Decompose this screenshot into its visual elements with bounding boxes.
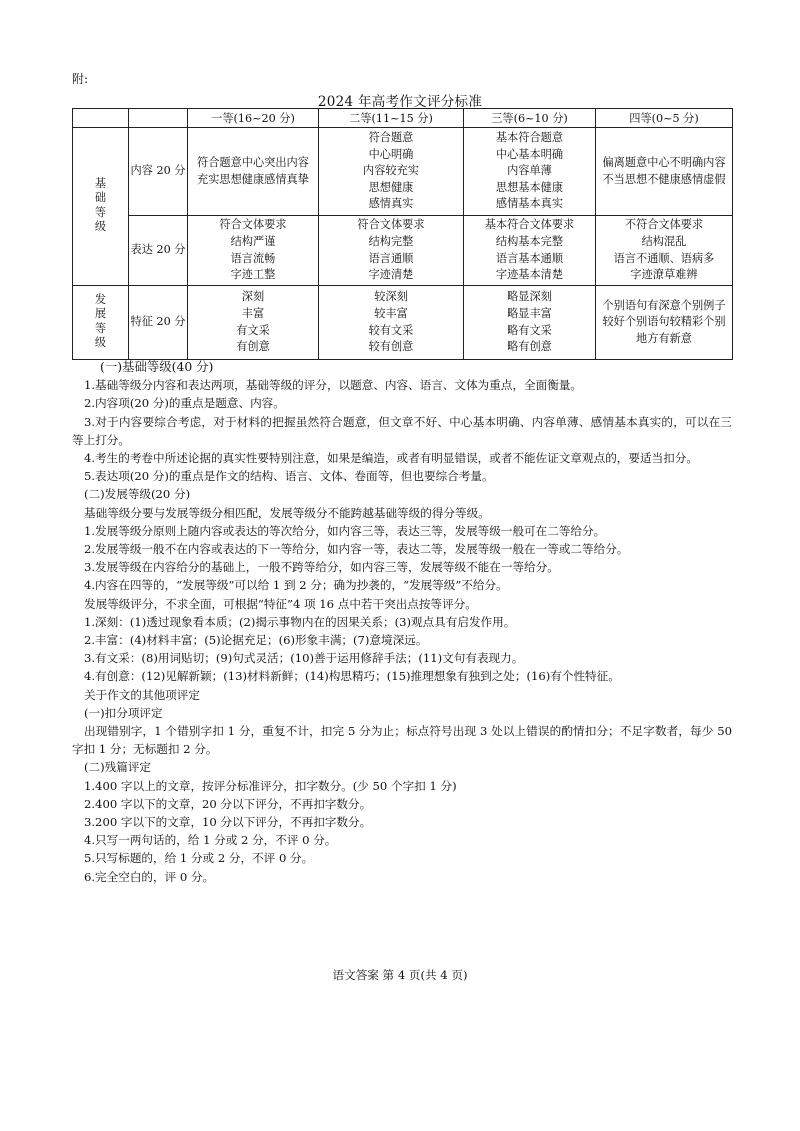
cell-line: 符合文体要求 [357, 218, 425, 232]
table-cell [464, 216, 596, 286]
cell-line: 语言流畅 [230, 251, 276, 265]
paragraph: 6.完全空白的，评 0 分。 [84, 869, 215, 884]
cell-line: 结构基本完整 [495, 234, 564, 248]
table-cell [464, 286, 596, 360]
cell-line: 较丰富 [374, 306, 408, 320]
cell-line: 感情真实 [368, 197, 414, 211]
appendix-label: 附: [72, 72, 89, 86]
cell-line: 字迹清楚 [368, 268, 414, 282]
cell-line: 充实思想健康感情真挚 [197, 172, 309, 186]
cell-line: 不符合文体要求 [624, 218, 704, 232]
scoring-notes [72, 358, 732, 886]
paragraph: 4.考生的考卷中所述论据的真实性要特别注意，如果是编造，或者有明显错误，或者不能佐证文章观点的，要适当扣分。 [84, 451, 698, 466]
cell-line: 符合题意中心突出内容 [197, 155, 309, 169]
paragraph: 发展等级评分，不求全面，可根据“特征”4 项 16 点中若干突出点按等评分。 [84, 596, 477, 611]
table-cell [188, 216, 319, 286]
cell-line: 略显深刻 [507, 290, 552, 304]
paragraph: 1.深刻：(1)透过现象看本质；(2)揭示事物内在的因果关系；(3)观点具有启发作用。 [84, 614, 516, 629]
cell-line: 符合文体要求 [219, 218, 287, 232]
paragraph: (二)残篇评定 [84, 760, 152, 775]
table-cell [596, 216, 733, 286]
group-dev-cell [73, 286, 129, 360]
page-title: 2024 年高考作文评分标准 [317, 94, 483, 110]
table-row [73, 286, 733, 360]
table-row [73, 128, 733, 216]
section-heading: (一)基础等级(40 分) [100, 359, 214, 374]
paragraph: 出现错别字，1 个错别字扣 1 分，重复不计，扣完 5 分为止；标点符号出现 3 处以上错误的酌情扣分；不足字数者，每少 50 字扣 1 分；无标题扣 2 分。 [72, 724, 732, 757]
cell-line: 略有文采 [507, 323, 552, 337]
cell-line: 个别语句有深意个别例子 [602, 298, 726, 312]
cell-line: 略有创意 [507, 340, 552, 354]
group-basic-cell [73, 128, 129, 286]
cell-line: 语言基本通顺 [495, 251, 564, 265]
header-grade-1: 一等(16~20 分) [188, 109, 319, 128]
paragraph: 1.400 字以上的文章，按评分标准评分，扣字数分。(少 50 个字扣 1 分) [84, 778, 457, 793]
table-cell [464, 128, 596, 216]
paragraph: 3.有文采：(8)用词贴切；(9)句式灵活；(10)善于运用修辞手法；(11)文句有表现力。 [84, 651, 524, 666]
cell-line: 有创意 [236, 340, 270, 354]
table-cell [319, 286, 464, 360]
paragraph: 3.对于内容要综合考虑，对于材料的把握虽然符合题意，但文章不好、中心基本明确、内容单薄、感情基本真实的，可以在三等上打分。 [72, 414, 732, 447]
cell-line: 内容单薄 [507, 164, 552, 178]
table-cell [188, 286, 319, 360]
cell-line: 语言通顺 [368, 251, 414, 265]
group-dev-label: 发展等级 [94, 292, 107, 350]
row-label: 特征 20 分 [129, 286, 188, 360]
cell-line: 深刻 [241, 290, 265, 304]
paragraph: 关于作文的其他项评定 [84, 687, 200, 702]
paragraph: 4.内容在四等的，“发展等级”可以给 1 到 2 分；确为抄袭的，“发展等级”不给分。 [84, 578, 508, 593]
table-header-row [73, 109, 733, 128]
paragraph: 1.发展等级分原则上随内容或表达的等次给分，如内容三等，表达三等，发展等级一般可在二等给分。 [84, 523, 606, 538]
header-grade-2: 二等(11~15 分) [319, 109, 464, 128]
cell-line: 感情基本真实 [495, 197, 564, 211]
paragraph: (一)扣分项评定 [84, 705, 163, 720]
cell-line: 结构完整 [368, 234, 414, 248]
paragraph: 2.丰富：(4)材料丰富；(5)论据充足；(6)形象丰满；(7)意境深远。 [84, 633, 428, 648]
table-cell [596, 286, 733, 360]
paragraph: 3.200 字以下的文章，10 分以下评分，不再扣字数分。 [84, 815, 372, 830]
group-basic-label: 基础等级 [94, 176, 107, 234]
cell-line: 较有创意 [368, 340, 414, 354]
paragraph: 3.发展等级在内容给分的基础上，一般不跨等给分，如内容三等，发展等级不能在一等给分。 [84, 560, 559, 575]
header-empty-cell [73, 109, 129, 128]
cell-line: 不当思想不健康感情虚假 [602, 172, 726, 186]
paragraph: 1.基础等级分内容和表达两项，基础等级的评分，以题意、内容、语言、文体为重点，全面衡量。 [84, 378, 583, 393]
cell-line: 思想健康 [368, 180, 414, 194]
cell-line: 基本符合文体要求 [484, 218, 575, 232]
header-empty-cell [129, 109, 188, 128]
cell-line: 较深刻 [374, 290, 408, 304]
cell-line: 内容较充实 [363, 164, 419, 178]
cell-line: 字迹工整 [230, 268, 276, 282]
table-cell [188, 128, 319, 216]
header-grade-4: 四等(0~5 分) [596, 109, 733, 128]
row-label: 内容 20 分 [129, 128, 188, 216]
cell-line: 中心基本明确 [495, 147, 564, 161]
table-cell [319, 216, 464, 286]
paragraph: 2.400 字以下的文章，20 分以下评分，不再扣字数分。 [84, 796, 372, 811]
cell-line: 地方有新意 [636, 331, 692, 345]
paragraph: 基础等级分要与发展等级分相匹配，发展等级分不能跨越基础等级的得分等级。 [84, 505, 490, 520]
paragraph: 4.有创意：(12)见解新颖；(13)材料新鲜；(14)构思精巧；(15)推理想象有独到之处；(16)有个性特征。 [84, 669, 620, 684]
cell-line: 思想基本健康 [495, 180, 564, 194]
cell-line: 结构混乱 [641, 234, 687, 248]
paragraph: 5.只写标题的，给 1 分或 2 分，不评 0 分。 [84, 851, 314, 866]
cell-line: 有文采 [236, 323, 270, 337]
table-cell [596, 128, 733, 216]
cell-line: 结构严谨 [230, 234, 276, 248]
scoring-rubric-table [72, 108, 733, 360]
cell-line: 丰富 [241, 306, 265, 320]
paragraph: 4.只写一两句话的，给 1 分或 2 分，不评 0 分。 [84, 833, 337, 848]
cell-line: 字迹基本清楚 [495, 268, 564, 282]
cell-line: 语言不通顺、语病多 [613, 251, 715, 265]
cell-line: 较有文采 [368, 323, 414, 337]
page-footer: 语文答案 第 4 页(共 4 页) [332, 968, 468, 982]
paragraph: 2.内容项(20 分)的重点是题意、内容。 [84, 396, 285, 411]
paragraph: 2.发展等级一般不在内容或表达的下一等给分，如内容一等，表达二等，发展等级一般在一等或二等给分。 [84, 542, 629, 557]
cell-line: 略显丰富 [507, 306, 552, 320]
table-row [73, 216, 733, 286]
header-grade-3: 三等(6~10 分) [464, 109, 596, 128]
cell-line: 字迹潦草难辨 [630, 268, 698, 282]
paragraph: 5.表达项(20 分)的重点是作文的结构、语言、文体、卷面等，但也要综合考量。 [84, 469, 494, 484]
cell-line: 符合题意 [368, 131, 414, 145]
row-label: 表达 20 分 [129, 216, 188, 286]
table-cell [319, 128, 464, 216]
cell-line: 基本符合题意 [495, 131, 564, 145]
cell-line: 中心明确 [368, 147, 414, 161]
cell-line: 较好个别语句较精彩个别 [602, 315, 726, 329]
paragraph: (二)发展等级(20 分) [84, 487, 191, 502]
cell-line: 偏离题意中心不明确内容 [602, 155, 726, 169]
